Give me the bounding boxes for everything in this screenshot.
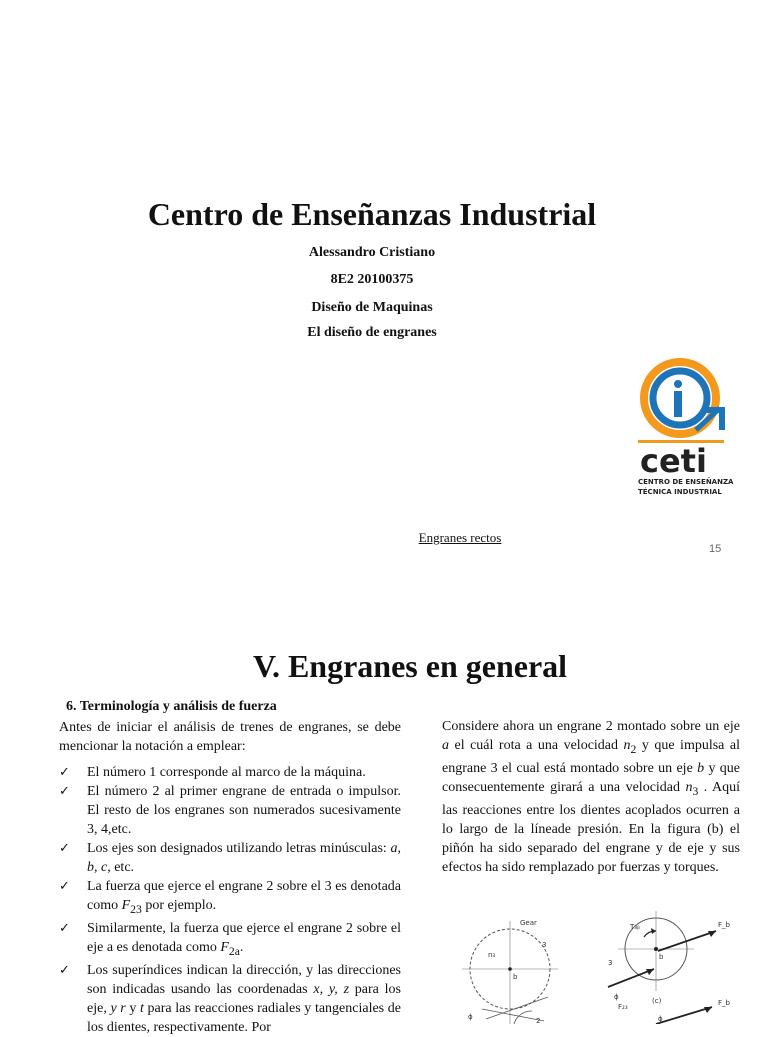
logo-wordmark: ceti — [640, 442, 707, 480]
chapter-title: V. Engranes en general — [252, 648, 568, 684]
author-name: Alessandro Cristiano — [308, 245, 436, 260]
list-item: ✓ El número 1 corresponde al marco de la máquina. — [59, 765, 366, 780]
checkmark-icon: ✓ — [59, 962, 70, 978]
section-title: 6. Terminología y análisis de fuerza — [66, 699, 277, 714]
checkmark-icon: ✓ — [59, 920, 70, 936]
page-number: 15 — [709, 543, 722, 555]
footer-link[interactable]: Engranes rectos — [418, 530, 502, 545]
n3-label: n₃ — [488, 951, 496, 959]
intro-paragraph: Antes de iniciar el análisis de trenes de engranes, se debe mencionar la notación a emplear: — [59, 720, 401, 754]
phi-label-c: ϕ — [614, 993, 619, 1001]
gear-three-label: 3 — [542, 941, 547, 949]
checkmark-icon: ✓ — [59, 841, 70, 856]
shaft-b-label: b — [513, 973, 518, 981]
notation-list — [59, 763, 401, 1037]
document-title: Centro de Enseñanzas Industrial — [147, 196, 597, 232]
group-id: 8E2 20100375 — [330, 272, 414, 287]
logo-line-2: TÉCNICA INDUSTRIAL — [638, 488, 722, 496]
force-f23-label: F₂₃ — [618, 1003, 628, 1011]
force-fb-label-d: F_b — [718, 999, 730, 1007]
phi-label: ϕ — [468, 1013, 473, 1021]
gear-three-label-c: 3 — [608, 959, 613, 967]
shaft-b-label-c: b — [659, 953, 664, 961]
checkmark-icon: ✓ — [59, 784, 70, 799]
logo-line-1: CENTRO DE ENSEÑANZA — [638, 478, 734, 486]
torque-label: T₃ᵦ — [630, 923, 640, 931]
list-item: ✓ La fuerza que ejerce el engrane 2 sobre el 3 es denotada como $F_{23}$ por ejemplo. — [59, 879, 401, 916]
gear-label: Gear — [520, 919, 537, 927]
topic-name: El diseño de engranes — [307, 325, 437, 340]
ceti-logo — [598, 358, 764, 500]
list-item: ✓ Similarmente, la fuerza que ejerce el engrane 2 sobre el eje a es denotada como $F_{2a}$. — [59, 920, 401, 958]
right-paragraph: Considere ahora un engrane 2 montado sobre un eje a el cuál rota a una velocidad $n_2$ y que impulsa al engrane 3 el cual está montado sobre un eje b y que consecuentemente girará a una velocidad $n_3$ . Aquí las reacciones entre los dientes acoplados ocurren a lo largo de la líneade presión. En la figura (b) el piñón ha sido separado del engrane y de eje y sus efectos ha sido remplazado por fuerzas y torques. — [442, 719, 741, 875]
phi-label-d: ϕ — [658, 1015, 663, 1023]
force-fb-label: F_b — [718, 921, 730, 929]
list-item: ✓ Los ejes son designados utilizando letras minúsculas: a, b, c, etc. — [59, 841, 401, 875]
list-item: ✓ Los superíndices indican la dirección, y las direcciones son indicadas usando las coordenadas x, y, z para los eje, y r y t para las reacciones radiales y tangenciales de los dientes, respectivamente. Por — [59, 962, 402, 1035]
checkmark-icon: ✓ — [59, 765, 70, 780]
course-name: Diseño de Maquinas — [311, 300, 433, 315]
list-item: ✓ El número 2 al primer engrane de entrada o impulsor. El resto de los engranes son numerados sucesivamente 3, 4,etc. — [59, 784, 401, 837]
figure-c-label: (c) — [652, 997, 662, 1005]
gear-two-label: 2 — [536, 1017, 541, 1024]
gear-force-diagram — [458, 907, 740, 1024]
checkmark-icon: ✓ — [59, 879, 70, 894]
